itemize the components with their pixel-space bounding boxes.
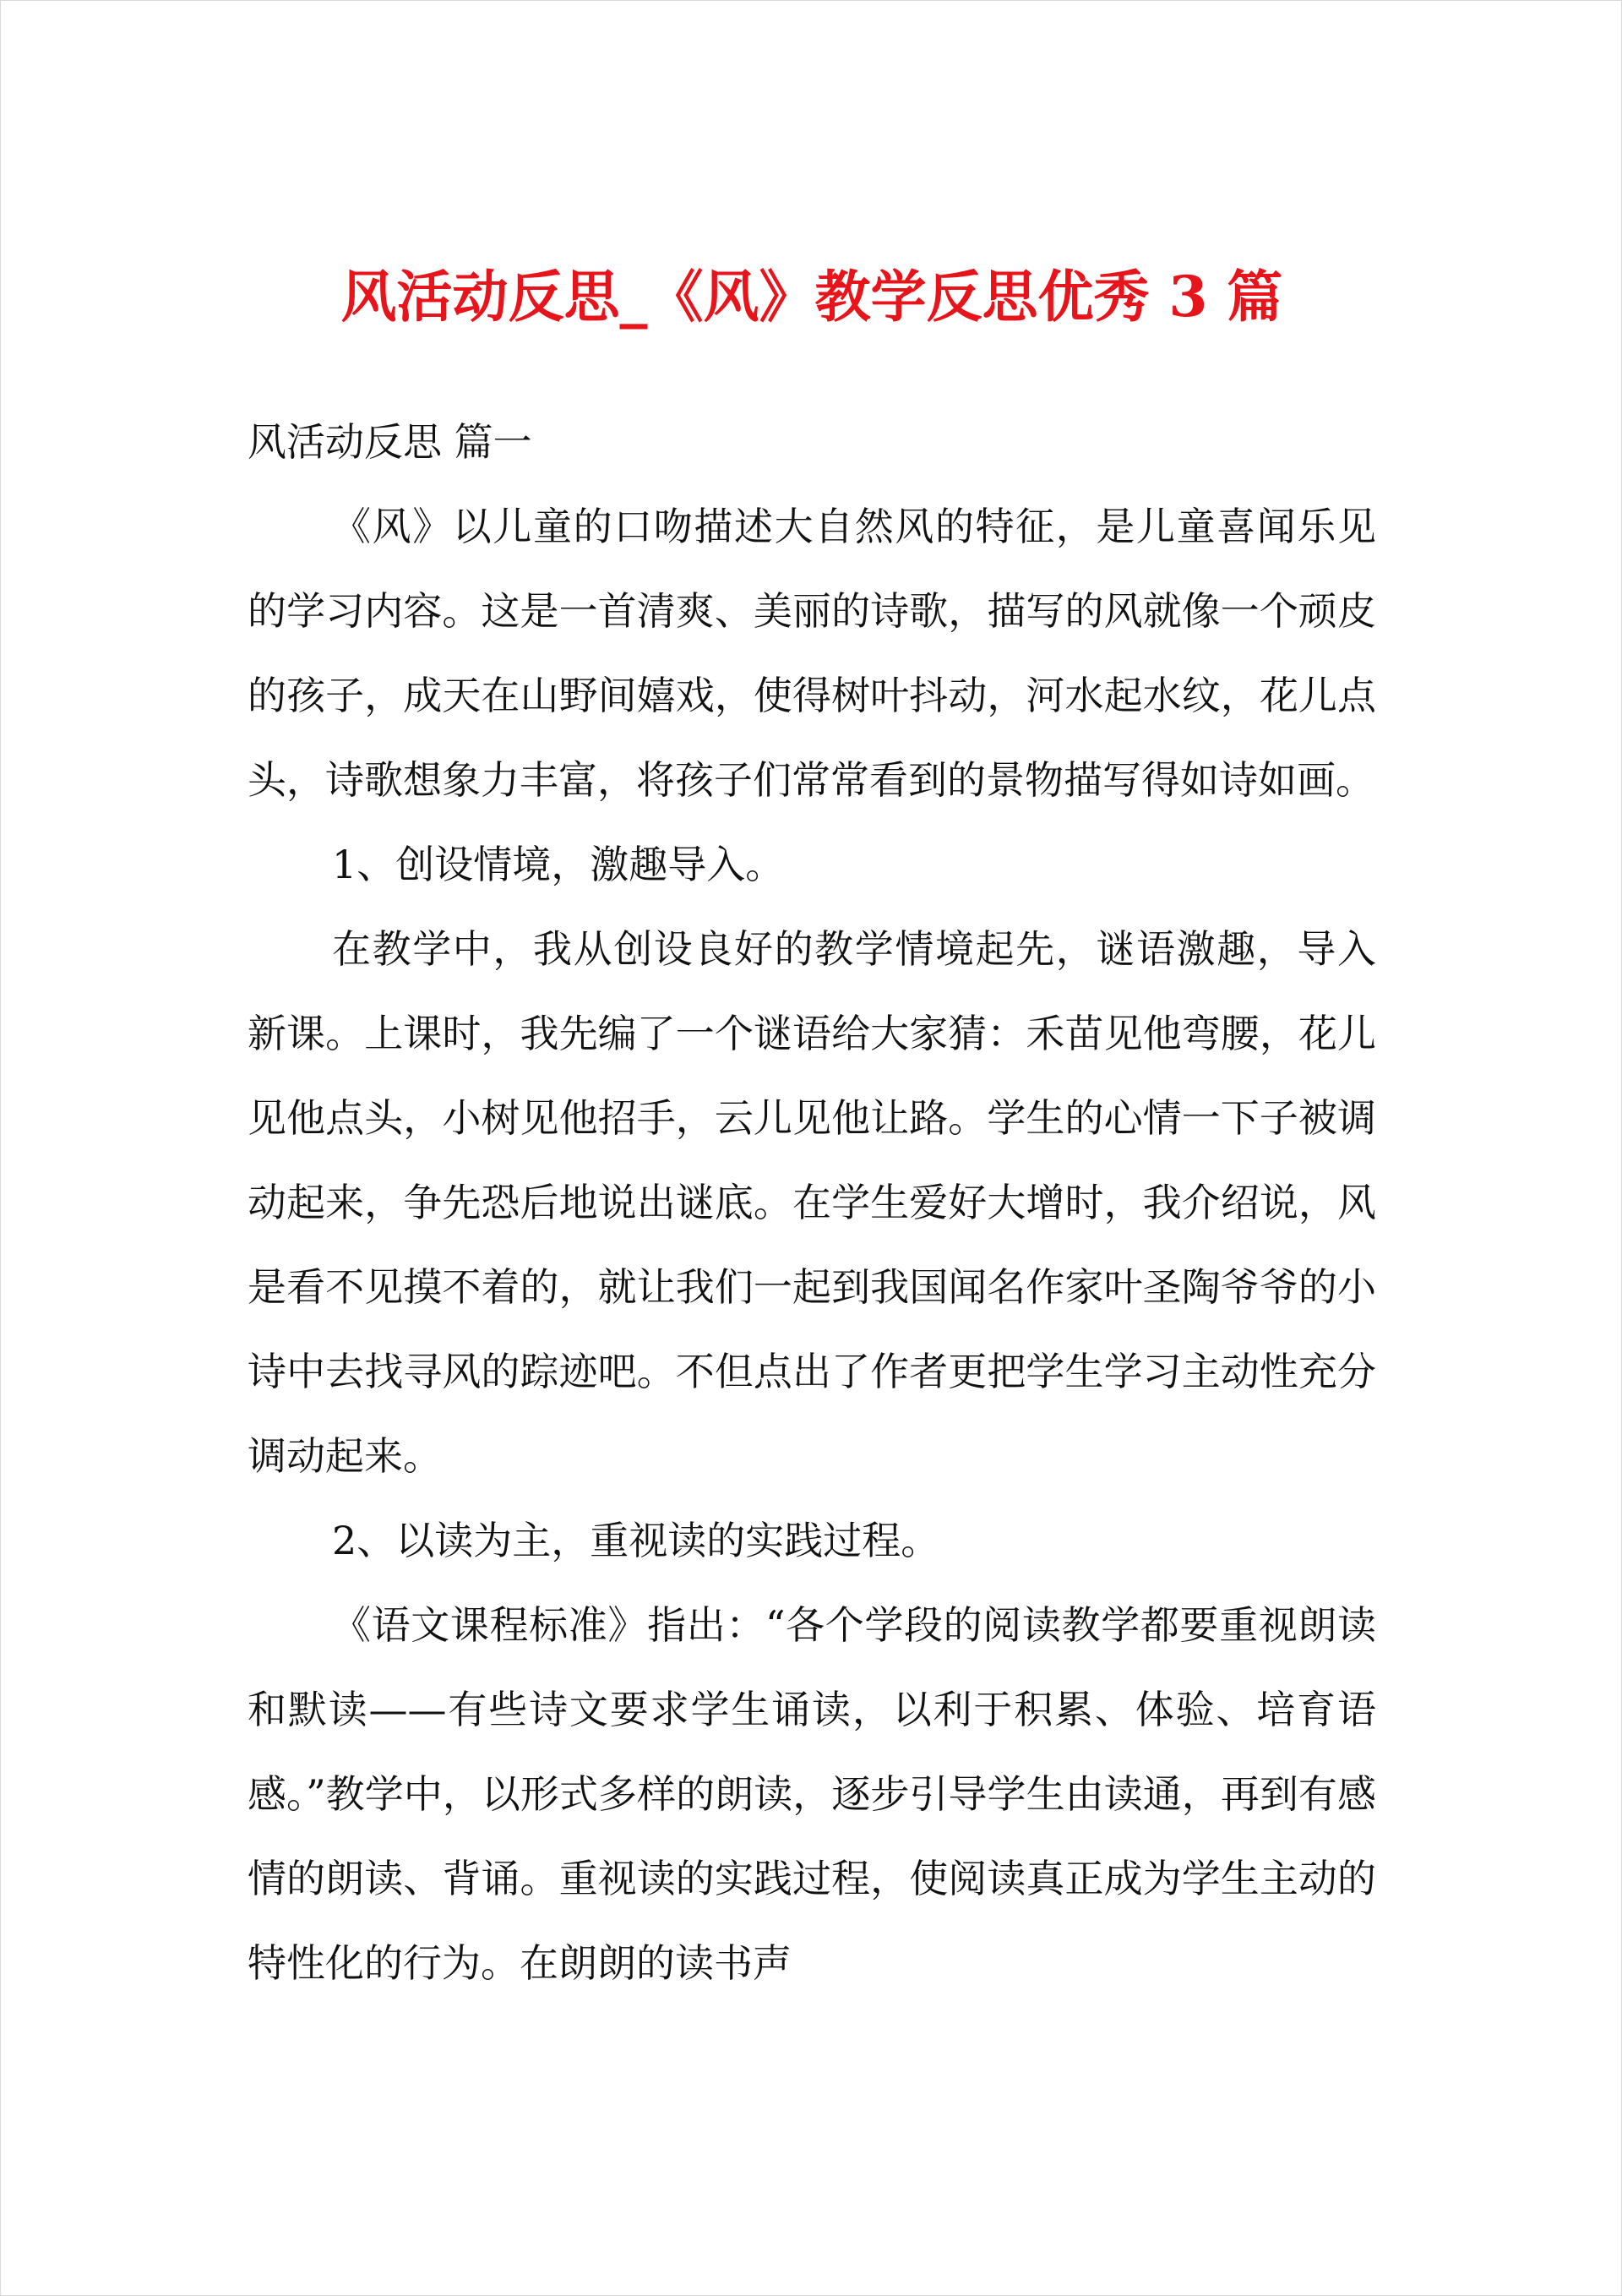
subheading-2: 2、以读为主，重视读的实践过程。 [332,1518,940,1563]
paragraph-reading: 《语文课程标准》指出：“各个学段的阅读教学都要重视朗读和默读——有些诗文要求学生诵读，以利于积累、体验、培育语感。”教学中，以形式多样的朗读，逐步引导学生由读通，再到有感情的朗读、背诵。重视读的实践过程，使阅读真正成为学生主动的特性化的行为。在朗朗的读书声 [248,1602,1376,1986]
subheading-1: 1、创设情境，激趣导入。 [332,842,785,887]
document-body [248,400,1376,2005]
document-title: 风活动反思_《风》教学反思优秀 3 篇 [340,264,1283,330]
section-heading: 风活动反思 篇一 [248,419,532,465]
paragraph-teaching: 在教学中，我从创设良好的教学情境起先，谜语激趣，导入新课。上课时，我先编了一个谜语给大家猜：禾苗见他弯腰，花儿见他点头，小树见他招手，云儿见他让路。学生的心情一下子被调动起来，争先恐后地说出谜底。在学生爱好大增时，我介绍说，风是看不见摸不着的，就让我们一起到我国闻名作家叶圣陶爷爷的小诗中去找寻风的踪迹吧。不但点出了作者更把学生学习主动性充分调动起来。 [248,926,1376,1479]
paragraph-intro: 《风》以儿童的口吻描述大自然风的特征，是儿童喜闻乐见的学习内容。这是一首清爽、美丽的诗歌，描写的风就像一个顽皮的孩子，成天在山野间嬉戏，使得树叶抖动，河水起水纹，花儿点头，诗歌想象力丰富，将孩子们常常看到的景物描写得如诗如画。 [248,504,1376,803]
